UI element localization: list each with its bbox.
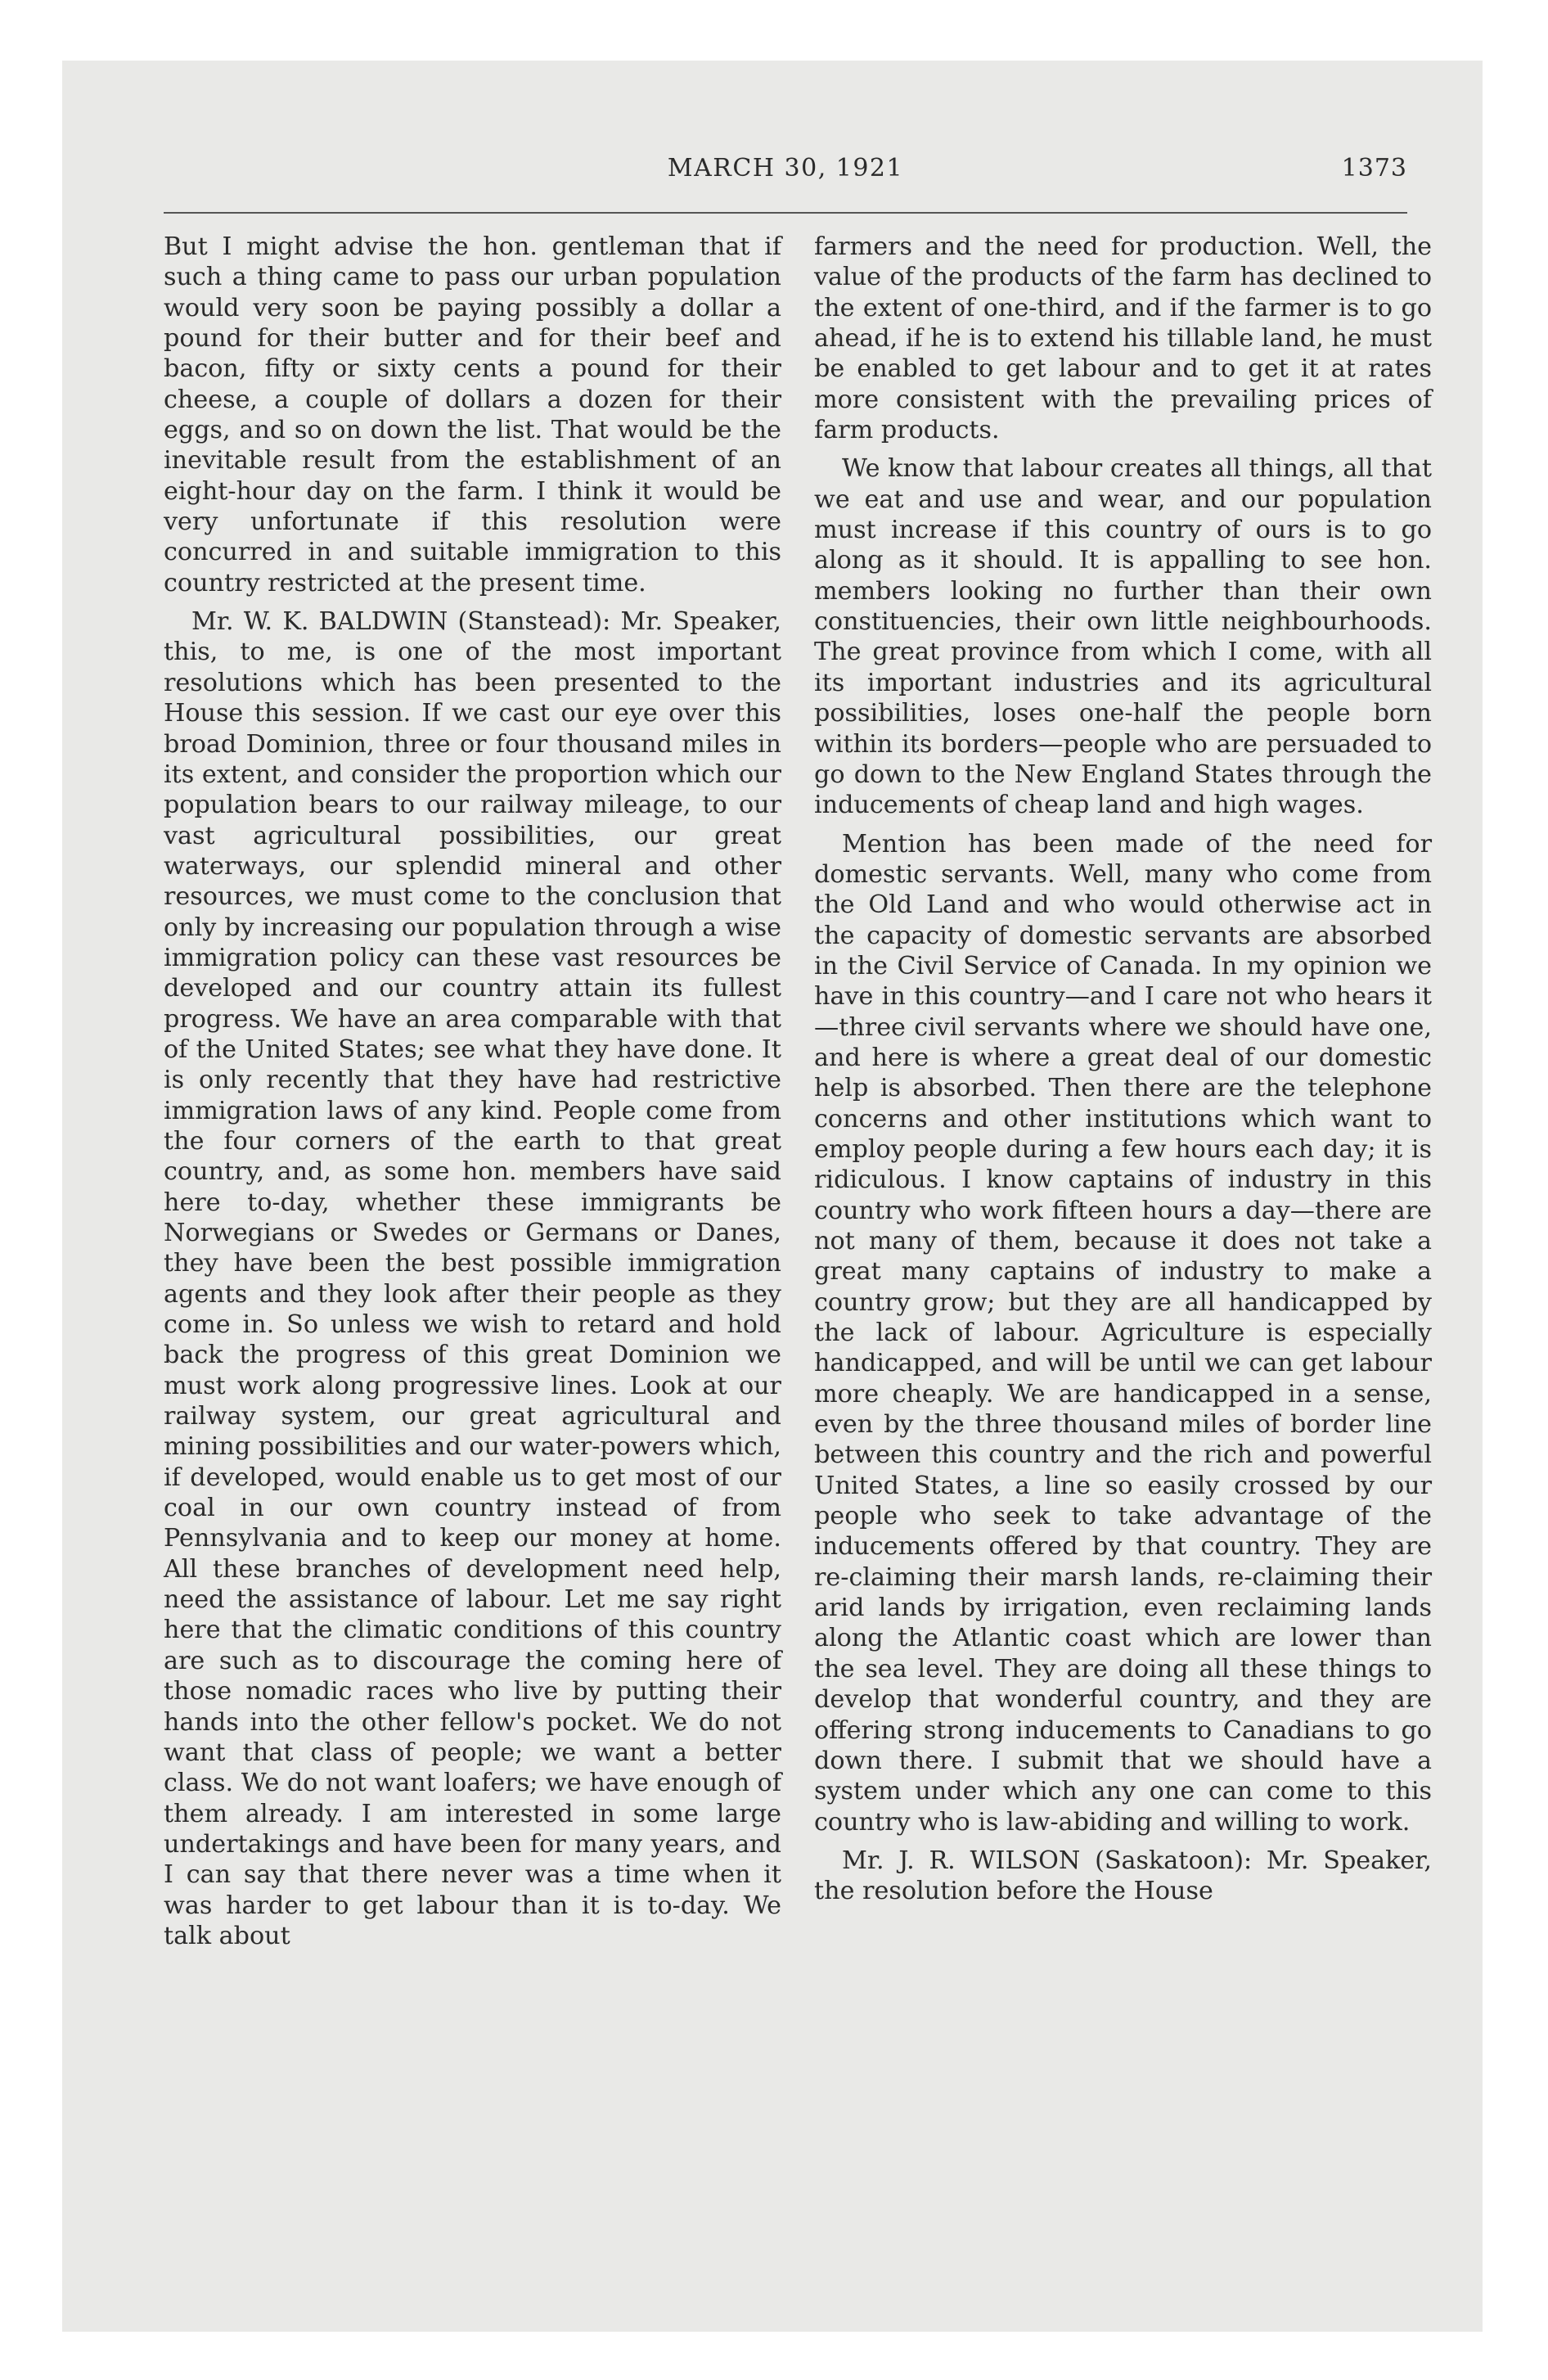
left-column [164,232,781,1959]
paragraph: farmers and the need for production. Well, the value of the products of the farm has declined to the extent of one-third, and if the farmer is to go ahead, if he is to extend his tillable land, he must be enabled to get labour and to get it at rates more consistent with the prevailing prices of farm products. [814,232,1432,445]
right-column [814,232,1432,1915]
paragraph: Mention has been made of the need for domestic servants. Well, many who come from the Old Land and who would otherwise act in the capacity of domestic servants are absorbed in the Civil Service of Canada. In my opinion we have in this country—and I care not who hears it—three civil servants where we should have one, and here is where a great deal of our domestic help is absorbed. Then there are the telephone concerns and other institutions which want to employ people during a few hours each day; it is ridiculous. I know captains of industry in this country who work fifteen hours a day—there are not many of them, because it does not take a great many captains of industry to make a country grow; but they are all handicapped by the lack of labour. Agriculture is especially handicapped, and will be until we can get labour more cheaply. We are handicapped in a sense, even by the three thousand miles of border line between this country and the rich and powerful United States, a line so easily crossed by our people who seek to take advantage of the inducements offered by that country. They are re-claiming their marsh lands, re-claiming their arid lands by irrigation, even reclaiming lands along the Atlantic coast which are lower than the sea level. They are doing all these things to develop that wonderful country, and they are offering strong inducements to Canadians to go down there. I submit that we should have a system under which any one can come to this country who is law-abiding and willing to work. [814,829,1432,1837]
page-header [164,154,1407,190]
paragraph: We know that labour creates all things, all that we eat and use and wear, and our population must increase if this country of ours is to go along as it should. It is appalling to see hon. members looking no further than their own constituencies, their own little neighbourhoods. The great province from which I come, with all its important industries and its agricultural possibilities, loses one-half the people born within its borders—people who are persuaded to go down to the New England States through the inducements of cheap land and high wages. [814,454,1432,820]
paragraph: Mr. J. R. WILSON (Saskatoon): Mr. Speaker, the resolution before the House [814,1846,1432,1906]
header-rule [164,212,1407,214]
header-date: MARCH 30, 1921 [667,154,904,183]
paragraph: Mr. W. K. BALDWIN (Stanstead): Mr. Speaker, this, to me, is one of the most important resolutions which has been presented to the House this session. If we cast our eye over this broad Dominion, three or four thousand miles in its extent, and consider the proportion which our population bears to our railway mileage, to our vast agricultural possibilities, our great waterways, our splendid mineral and other resources, we must come to the conclusion that only by increasing our population through a wise immigration policy can these vast resources be developed and our country attain its fullest progress. We have an area comparable with that of the United States; see what they have done. It is only recently that they have had restrictive immigration laws of any kind. People come from the four corners of the earth to that great country, and, as some hon. members have said here to-day, whether these immigrants be Norwegians or Swedes or Germans or Danes, they have been the best possible immigration agents and they look after their people as they come in. So unless we wish to retard and hold back the progress of this great Dominion we must work along progressive lines. Look at our railway system, our great agricultural and mining possibilities and our water-powers which, if developed, would enable us to get most of our coal in our own country instead of from Pennsylvania and to keep our money at home. All these branches of development need help, need the assistance of labour. Let me say right here that the climatic conditions of this country are such as to discourage the coming here of those nomadic races who live by putting their hands into the other fellow's pocket. We do not want that class of people; we want a better class. We do not want loafers; we have enough of them already. I am interested in some large undertakings and have been for many years, and I can say that there never was a time when it was harder to get labour than it is to-day. We talk about [164,607,781,1950]
paragraph: But I might advise the hon. gentleman that if such a thing came to pass our urban population would very soon be paying possibly a dollar a pound for their butter and for their beef and bacon, fifty or sixty cents a pound for their cheese, a couple of dollars a dozen for their eggs, and so on down the list. That would be the inevitable result from the establishment of an eight-hour day on the farm. I think it would be very unfortunate if this resolution were concurred in and suitable immigration to this country restricted at the present time. [164,232,781,597]
page-number: 1373 [1341,154,1407,183]
